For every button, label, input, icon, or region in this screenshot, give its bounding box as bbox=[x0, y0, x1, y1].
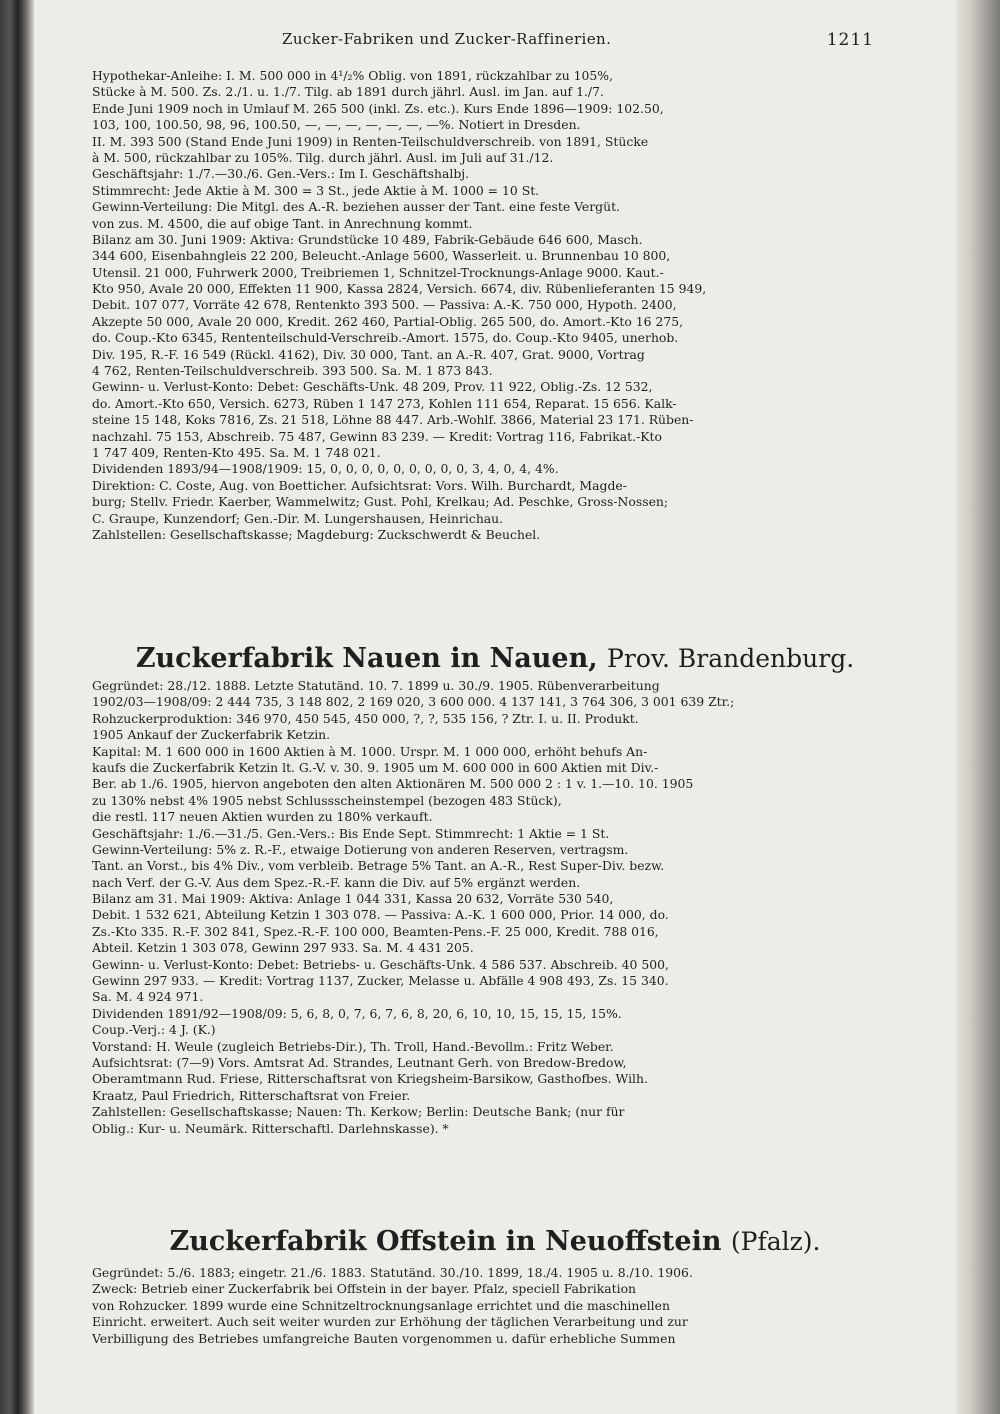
text-line: Stücke à M. 500. Zs. 2./1. u. 1./7. Tilg. ab 1891 durch jährl. Ausl. im Jan. auf 1./7. bbox=[92, 84, 604, 100]
text-line: Geschäftsjahr: 1./6.—31./5. Gen.-Vers.: Bis Ende Sept. Stimmrecht: 1 Aktie = 1 St. bbox=[92, 825, 610, 841]
text-line: Gewinn- u. Verlust-Konto: Debet: Betriebs- u. Geschäfts-Unk. 4 586 537. Abschreib. 40 500, bbox=[92, 956, 669, 972]
text-line: Rohzuckerproduktion: 346 970, 450 545, 450 000, ?, ?, 535 156, ? Ztr. I. u. II. Produkt. bbox=[92, 710, 639, 726]
text-line: Ber. ab 1./6. 1905, hiervon angeboten den alten Aktionären M. 500 000 2 : 1 v. 1.—10. 10. 1905 bbox=[92, 776, 694, 792]
text-line: Oberamtmann Rud. Friese, Ritterschaftsrat von Kriegsheim-Barsikow, Gasthofbes. Wilh. bbox=[92, 1071, 648, 1087]
text-line: Tant. an Vorst., bis 4% Div., vom verbleib. Betrage 5% Tant. an A.-R., Rest Super-Div. bezw. bbox=[92, 858, 665, 874]
text-line: Gewinn-Verteilung: 5% z. R.-F., etwaige Dotierung von anderen Reserven, vertragsm. bbox=[92, 841, 629, 857]
text-line: Kapital: M. 1 600 000 in 1600 Aktien à M. 1000. Urspr. M. 1 000 000, erhöht behufs An- bbox=[92, 743, 648, 759]
text-line: von Rohzucker. 1899 wurde eine Schnitzeltrocknungsanlage errichtet und die maschinellen bbox=[92, 1297, 670, 1313]
text-line: Direktion: C. Coste, Aug. von Boetticher. Aufsichtsrat: Vors. Wilh. Burchardt, Magde- bbox=[92, 477, 627, 493]
text-line: do. Coup.-Kto 6345, Rententeilschuld-Verschreib.-Amort. 1575, do. Coup.-Kto 9405, unerhob. bbox=[92, 330, 679, 346]
text-line: Bilanz am 31. Mai 1909: Aktiva: Anlage 1 044 331, Kassa 20 632, Vorräte 530 540, bbox=[92, 891, 614, 907]
text-line: Debit. 107 077, Vorräte 42 678, Rentenkto 393 500. — Passiva: A.-K. 750 000, Hypoth. 2400, bbox=[92, 297, 677, 313]
text-line: Zahlstellen: Gesellschaftskasse; Nauen: Th. Kerkow; Berlin: Deutsche Bank; (nur für bbox=[92, 1104, 625, 1120]
text-line: Coup.-Verj.: 4 J. (K.) bbox=[92, 1022, 216, 1038]
section-previous-company bbox=[92, 68, 898, 543]
page-number: 1211 bbox=[826, 30, 874, 50]
text-line: steine 15 148, Koks 7816, Zs. 21 518, Löhne 88 447. Arb.-Wohlf. 3866, Material 23 171. Rüben- bbox=[92, 412, 694, 428]
text-line: à M. 500, rückzahlbar zu 105%. Tilg. durch jährl. Ausl. im Juli auf 31./12. bbox=[92, 149, 554, 165]
text-line: Utensil. 21 000, Fuhrwerk 2000, Treibriemen 1, Schnitzel-Trocknungs-Anlage 9000. Kaut.- bbox=[92, 264, 664, 280]
text-line: Bilanz am 30. Juni 1909: Aktiva: Grundstücke 10 489, Fabrik-Gebäude 646 600, Masch. bbox=[92, 231, 643, 247]
text-line: 4 762, Renten-Teilschuldverschreib. 393 500. Sa. M. 1 873 843. bbox=[92, 363, 493, 379]
heading-location: Prov. Brandenburg. bbox=[607, 644, 855, 673]
running-head bbox=[92, 30, 898, 54]
text-line: 1905 Ankauf der Zuckerfabrik Ketzin. bbox=[92, 727, 331, 743]
page-edge-shadow bbox=[956, 0, 1000, 1414]
text-line: 103, 100, 100.50, 98, 96, 100.50, —, —, —, —, —, —, —%. Notiert in Dresden. bbox=[92, 117, 581, 133]
running-title: Zucker-Fabriken und Zucker-Raffinerien. bbox=[282, 30, 612, 48]
text-line: burg; Stellv. Friedr. Kaerber, Wammelwitz; Gust. Pohl, Krelkau; Ad. Peschke, Gross-Nossen; bbox=[92, 494, 669, 510]
text-line: Dividenden 1893/94—1908/1909: 15, 0, 0, 0, 0, 0, 0, 0, 0, 0, 3, 4, 0, 4, 4%. bbox=[92, 461, 559, 477]
company-heading-offstein bbox=[92, 1225, 898, 1259]
text-line: Div. 195, R.-F. 16 549 (Rückl. 4162), Div. 30 000, Tant. an A.-R. 407, Grat. 9000, Vortrag bbox=[92, 346, 645, 362]
book-page bbox=[92, 0, 898, 1414]
text-line: Abteil. Ketzin 1 303 078, Gewinn 297 933. Sa. M. 4 431 205. bbox=[92, 940, 474, 956]
text-line: Stimmrecht: Jede Aktie à M. 300 = 3 St., jede Aktie à M. 1000 = 10 St. bbox=[92, 182, 540, 198]
section-heading-offstein bbox=[92, 1225, 898, 1259]
section-nauen bbox=[92, 678, 898, 1137]
text-line: II. M. 393 500 (Stand Ende Juni 1909) in Renten-Teilschuldverschreib. von 1891, Stücke bbox=[92, 133, 649, 149]
heading-main: Zuckerfabrik Nauen in Nauen, bbox=[135, 643, 598, 674]
text-line: Zahlstellen: Gesellschaftskasse; Magdeburg: Zuckschwerdt & Beuchel. bbox=[92, 526, 541, 542]
section-offstein bbox=[92, 1265, 898, 1347]
text-line: Ende Juni 1909 noch in Umlauf M. 265 500 (inkl. Zs. etc.). Kurs Ende 1896—1909: 102.50, bbox=[92, 100, 664, 116]
company-heading-nauen bbox=[92, 642, 898, 676]
heading-location: (Pfalz). bbox=[730, 1227, 821, 1256]
text-line: Zs.-Kto 335. R.-F. 302 841, Spez.-R.-F. 100 000, Beamten-Pens.-F. 25 000, Kredit. 788 016, bbox=[92, 923, 659, 939]
text-line: Zweck: Betrieb einer Zuckerfabrik bei Offstein in der bayer. Pfalz, speciell Fabrikation bbox=[92, 1281, 637, 1297]
text-line: Gegründet: 28./12. 1888. Letzte Statutänd. 10. 7. 1899 u. 30./9. 1905. Rübenverarbeitung bbox=[92, 678, 660, 693]
text-line: Kraatz, Paul Friedrich, Ritterschaftsrat von Freier. bbox=[92, 1087, 411, 1103]
text-line: do. Amort.-Kto 650, Versich. 6273, Rüben 1 147 273, Kohlen 111 654, Reparat. 15 656. Kalk- bbox=[92, 395, 677, 411]
text-line: Oblig.: Kur- u. Neumärk. Ritterschaftl. Darlehnskasse). * bbox=[92, 1120, 449, 1136]
text-line: 1 747 409, Renten-Kto 495. Sa. M. 1 748 021. bbox=[92, 444, 381, 460]
text-line: Hypothekar-Anleihe: I. M. 500 000 in 4¹/₂% Oblig. von 1891, rückzahlbar zu 105%, bbox=[92, 68, 614, 83]
text-line: nachzahl. 75 153, Abschreib. 75 487, Gewinn 83 239. — Kredit: Vortrag 116, Fabrikat.-Kto bbox=[92, 428, 662, 444]
text-line: 344 600, Eisenbahngleis 22 200, Beleucht.-Anlage 5600, Wasserleit. u. Brunnenbau 10 800, bbox=[92, 248, 671, 264]
text-line: nach Verf. der G.-V. Aus dem Spez.-R.-F. kann die Div. auf 5% ergänzt werden. bbox=[92, 874, 581, 890]
text-line: Debit. 1 532 621, Abteilung Ketzin 1 303 078. — Passiva: A.-K. 1 600 000, Prior. 14 000, do. bbox=[92, 907, 669, 923]
text-line: Einricht. erweitert. Auch seit weiter wurden zur Erhöhung der täglichen Verarbeitung und zur bbox=[92, 1314, 688, 1330]
text-line: Sa. M. 4 924 971. bbox=[92, 989, 204, 1005]
text-line: Dividenden 1891/92—1908/09: 5, 6, 8, 0, 7, 6, 7, 6, 8, 20, 6, 10, 10, 15, 15, 15, 15%. bbox=[92, 1005, 622, 1021]
text-line: die restl. 117 neuen Aktien wurden zu 180% verkauft. bbox=[92, 809, 433, 825]
text-line: Gewinn- u. Verlust-Konto: Debet: Geschäfts-Unk. 48 209, Prov. 11 922, Oblig.-Zs. 12 532, bbox=[92, 379, 653, 395]
text-line: Gewinn-Verteilung: Die Mitgl. des A.-R. beziehen ausser der Tant. eine feste Vergüt. bbox=[92, 199, 620, 215]
text-line: Verbilligung des Betriebes umfangreiche Bauten vorgenommen u. dafür erhebliche Summen bbox=[92, 1330, 676, 1346]
text-line: Akzepte 50 000, Avale 20 000, Kredit. 262 460, Partial-Oblig. 265 500, do. Amort.-Kto 16 275, bbox=[92, 313, 684, 329]
text-line: Kto 950, Avale 20 000, Effekten 11 900, Kassa 2824, Versich. 6674, div. Rübenlieferanten 15 949, bbox=[92, 281, 707, 297]
text-line: Gegründet: 5./6. 1883; eingetr. 21./6. 1883. Statutänd. 30./10. 1899, 18./4. 1905 u. 8./10. 1906. bbox=[92, 1265, 693, 1280]
text-line: Aufsichtsrat: (7—9) Vors. Amtsrat Ad. Strandes, Leutnant Gerh. von Bredow-Bredow, bbox=[92, 1054, 627, 1070]
text-line: zu 130% nebst 4% 1905 nebst Schlussscheinstempel (bezogen 483 Stück), bbox=[92, 792, 562, 808]
heading-main: Zuckerfabrik Offstein in Neuoffstein bbox=[169, 1226, 722, 1257]
text-line: kaufs die Zuckerfabrik Ketzin lt. G.-V. v. 30. 9. 1905 um M. 600 000 in 600 Aktien mit Div.- bbox=[92, 759, 659, 775]
book-binding-shadow bbox=[0, 0, 34, 1414]
text-line: Gewinn 297 933. — Kredit: Vortrag 1137, Zucker, Melasse u. Abfälle 4 908 493, Zs. 15 340. bbox=[92, 973, 669, 989]
text-line: Geschäftsjahr: 1./7.—30./6. Gen.-Vers.: Im I. Geschäftshalbj. bbox=[92, 166, 470, 182]
text-line: von zus. M. 4500, die auf obige Tant. in Anrechnung kommt. bbox=[92, 215, 473, 231]
text-line: 1902/03—1908/09: 2 444 735, 3 148 802, 2 169 020, 3 600 000. 4 137 141, 3 764 306, 3 001 639 Ztr.; bbox=[92, 694, 735, 710]
text-line: Vorstand: H. Weule (zugleich Betriebs-Dir.), Th. Troll, Hand.-Bevollm.: Fritz Weber. bbox=[92, 1038, 614, 1054]
section-heading-nauen bbox=[92, 642, 898, 676]
text-line: C. Graupe, Kunzendorf; Gen.-Dir. M. Lungershausen, Heinrichau. bbox=[92, 510, 504, 526]
